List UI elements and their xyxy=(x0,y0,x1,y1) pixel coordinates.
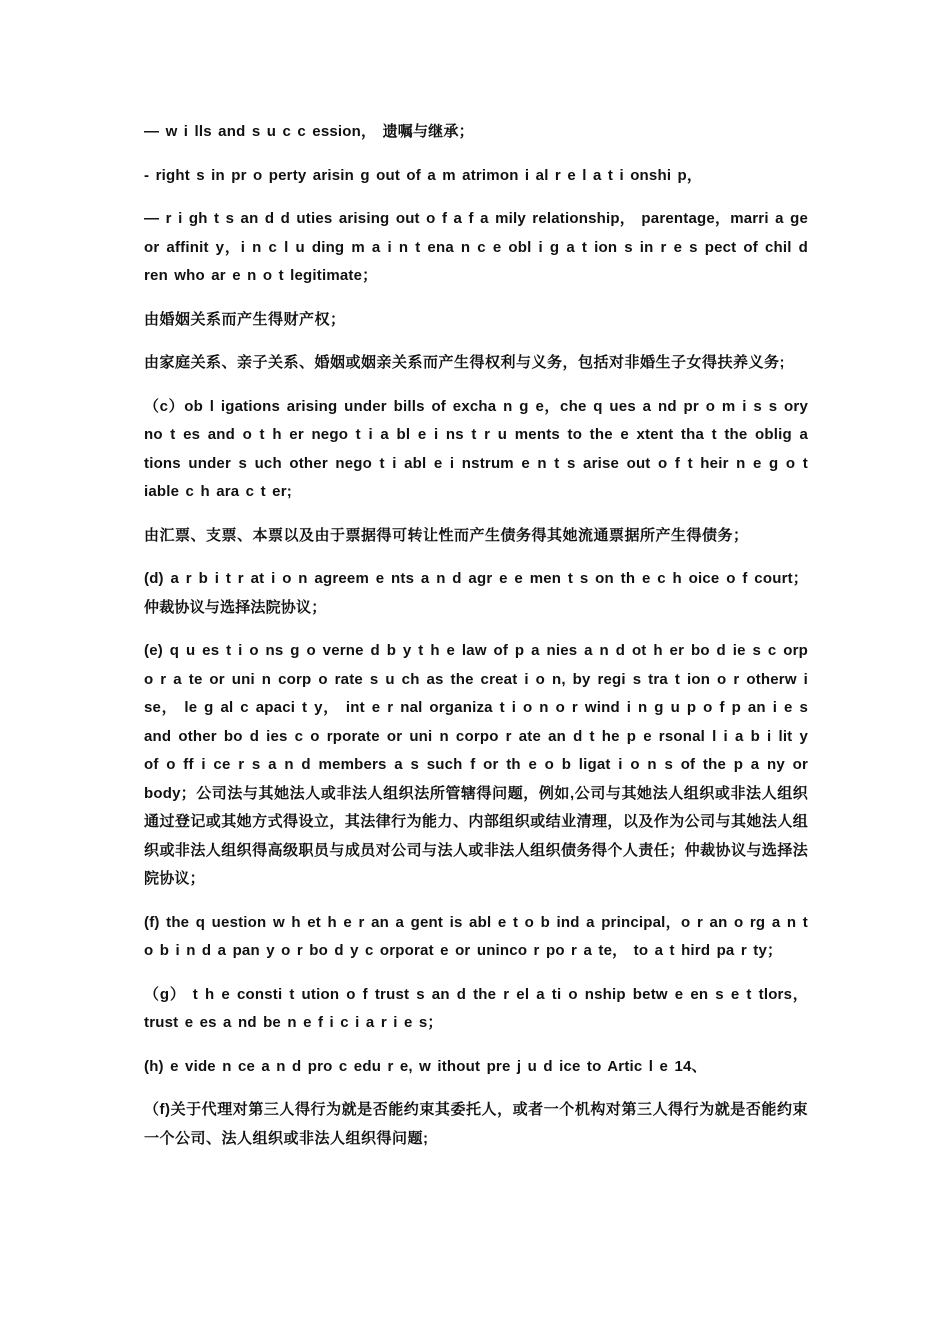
paragraph-zh-f-agent: （f)关于代理对第三人得行为就是否能约束其委托人，或者一个机构对第三人得行为就是否能约束一个公司、法人组织或非法人组织得问题; xyxy=(144,1101,808,1147)
paragraph-c-bills-of-exchange: （c）ob l igations arising under bills of excha n g e，che q ues a nd pr o m i s s ory no t es and o t h er nego t i a bl e i ns t r u ments to the e xtent tha t the oblig a tions under s uch other nego t i abl e i nstrum e n t s arise out o f t heir n e g o t iable c h ara c t er; xyxy=(144,397,808,500)
paragraph-zh-family-relationship: 由家庭关系、亲子关系、婚姻或姻亲关系而产生得权利与义务，包括对非婚生子女得扶养义务; xyxy=(144,354,785,371)
paragraph-g-trusts: （g） t h e consti t ution o f trust s an d the r el a ti o nship betw e en s e t tlors， trust e es a nd be n e f i c i a r i e s； xyxy=(144,985,808,1031)
paragraph-matrimonial-property: - right s in pr o perty arisin g out of a m atrimon i al r e l a t i onshi p， xyxy=(144,166,703,184)
paragraph-e-companies: (e) q u es t i o ns g o verne d b y t h e law of p a nies a n d ot h er bo d ie s c orp o r a te or uni n corp o rate s u ch as the creat i o n, by regi s tra t ion o r otherw i se， le g al c apaci t y， int e r nal organiza t i o n o r wind i n g u p o f p an i e s and other bo d ies c o rporate or uni n corpo r ate an d t he p e rsonal l i a b i lit y of o ff i ce r s a n d members a s such f or th e o b ligat i o n s of the p a ny or body；公司法与其她法人或非法人组织法所管辖得问题，例如,公司与其她法人组织或非法人组织通过登记或其她方式得设立，其法律行为能力、内部组织或结业清理，以及作为公司与其她法人组织或非法人组织得高级职员与成员对公司与法人或非法人组织债务得个人责任；仲裁协议与选择法院协议； xyxy=(144,642,808,887)
paragraph-h-evidence: (h) e vide n ce a n d pro c edu r e, w ithout pre j u d ice to Artic l e 14、 xyxy=(144,1057,707,1075)
paragraph-zh-matrimonial-property: 由婚姻关系而产生得财产权； xyxy=(144,310,346,328)
document-page xyxy=(144,118,808,1168)
paragraph-family-relationship: — r i gh t s an d d uties arising out o f a f a mily relationship， parentage，marri a ge or affinit y，i n c l u ding m a i n t ena n c e obl i g a t ion s in r e s pect of chil d ren who ar e n o t legitimate； xyxy=(144,210,808,284)
paragraph-f-agent: (f) the q uestion w h et h e r an a gent is abl e t o b ind a principal，o r an o rg a n t o b i n d a pan y o r bo d y c orporat e or uninco r po r a te， to a t hird pa r ty； xyxy=(144,913,808,959)
paragraph-d-arbitration: (d) a r b i t r at i o n agreem e nts a n d agr e e men t s on th e c h oice o f court； 仲裁协议与选择法院协议； xyxy=(144,570,808,616)
paragraph-zh-bills-of-exchange: 由汇票、支票、本票以及由于票据得可转让性而产生债务得其她流通票据所产生得债务； xyxy=(144,526,749,544)
paragraph-wills-succession: — w i lls and s u c c ession， 遗嘱与继承； xyxy=(144,123,474,140)
